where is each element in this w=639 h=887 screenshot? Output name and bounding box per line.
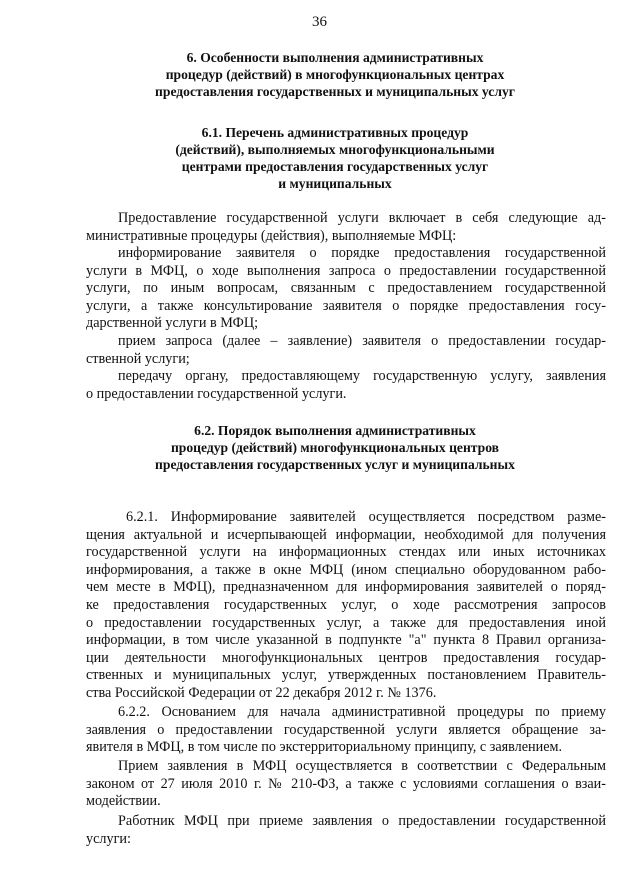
text-line: ственной услуги; [86,350,190,367]
text-line: модействии. [86,793,161,810]
text-line: услуги, по иным вопросам, связанным с предоставлением государственной [86,280,606,297]
text-line: 6.2.2. Основанием для начала административной процедуры по приему [118,704,606,720]
section-6-2-title [70,422,600,473]
text-line: Прием заявления в МФЦ осуществляется в соответствии с Федеральным [118,758,606,774]
text-line: информации, в том числе указанной в подпункте "а" пункта 8 Правил организа- [86,632,606,649]
paragraph-6-2-2 [86,704,606,757]
text-line: ции деятельности многофункциональных центров предоставления государ- [86,649,606,666]
text-line: передачу органу, предоставляющему государственную услугу, заявления [118,368,606,384]
heading-line: 6.1. Перечень административных процедур [201,125,469,140]
text-line: щения актуальной и исчерпывающей информации, необходимой для получения [86,526,606,543]
text-line: Предоставление государственной услуги включает в себя следующие ад- [118,210,606,226]
text-line: законом от 27 июля 2010 г. № 210-ФЗ, а также с условиями соглашения о взаи- [86,775,606,792]
text-line: услуги, а также консультирование заявителя о порядке предоставления госу- [86,297,606,314]
paragraph-6-2-1 [86,509,606,703]
text-line: услуги: [86,830,131,847]
heading-line: 6. Особенности выполнения административных [186,50,484,65]
heading-line: (действий), выполняемых многофункциональными [175,142,495,157]
heading-line: процедур (действий) многофункциональных центров [170,440,500,455]
text-line: министративные процедуры (действия), выполняемые МФЦ: [86,227,457,244]
text-line: 6.2.1. Информирование заявителей осуществляется посредством разме- [126,509,606,525]
section-6-1-item-transfer [86,368,606,403]
text-line: информирование заявителя о порядке предоставления государственной [118,245,606,261]
text-line: прием запроса (далее – заявление) заявителя о предоставлении государ- [118,333,606,349]
heading-line: центрами предоставления государственных услуг [181,159,489,174]
section-6-1-title [70,124,600,192]
section-6-title [70,49,600,100]
text-line: Работник МФЦ при приеме заявления о предоставлении государственной [118,813,606,829]
text-line: государственной услуги на информационных стендах или иных источниках [86,544,606,561]
section-6-1-item-reception [86,333,606,368]
paragraph-mfc-employee [86,813,606,848]
heading-line: процедур (действий) в многофункциональных центрах [165,67,505,82]
page-number: 36 [312,14,327,30]
text-line: ства Российской Федерации от 22 декабря 2012 г. № 1376. [86,684,437,701]
heading-line: предоставления государственных и муниципальных услуг [155,84,515,99]
heading-line: и муниципальных [278,176,392,191]
heading-line: предоставления государственных услуг и муниципальных [155,457,515,472]
text-line: информирования, а также в окне МФЦ (ином специально оборудованном рабо- [86,561,606,578]
text-line: о предоставлении государственной услуги. [86,385,347,402]
text-line: явителя в МФЦ, в том числе по экстерриториальному принципу, с заявлением. [86,739,563,756]
section-6-1-intro [86,210,606,245]
text-line: чем месте в МФЦ), предназначенном для информирования заявителей о поряд- [86,579,606,596]
paragraph-application-reception [86,758,606,811]
text-line: ственных и муниципальных услуг, утвержденных постановлением Правитель- [86,667,606,684]
text-line: заявления о предоставлении государственной услуги является обращение за- [86,721,606,738]
section-6-1-item-informing [86,245,606,333]
heading-line: 6.2. Порядок выполнения административных [194,423,476,438]
text-line: ке предоставления государственных услуг, о ходе рассмотрения запросов [86,596,606,613]
text-line: услуги в МФЦ, о ходе выполнения запроса о предоставлении государственной [86,262,606,279]
text-line: о предоставлении государственных услуг, а также для предоставления иной [86,614,606,631]
text-line: дарственной услуги в МФЦ; [86,315,259,332]
